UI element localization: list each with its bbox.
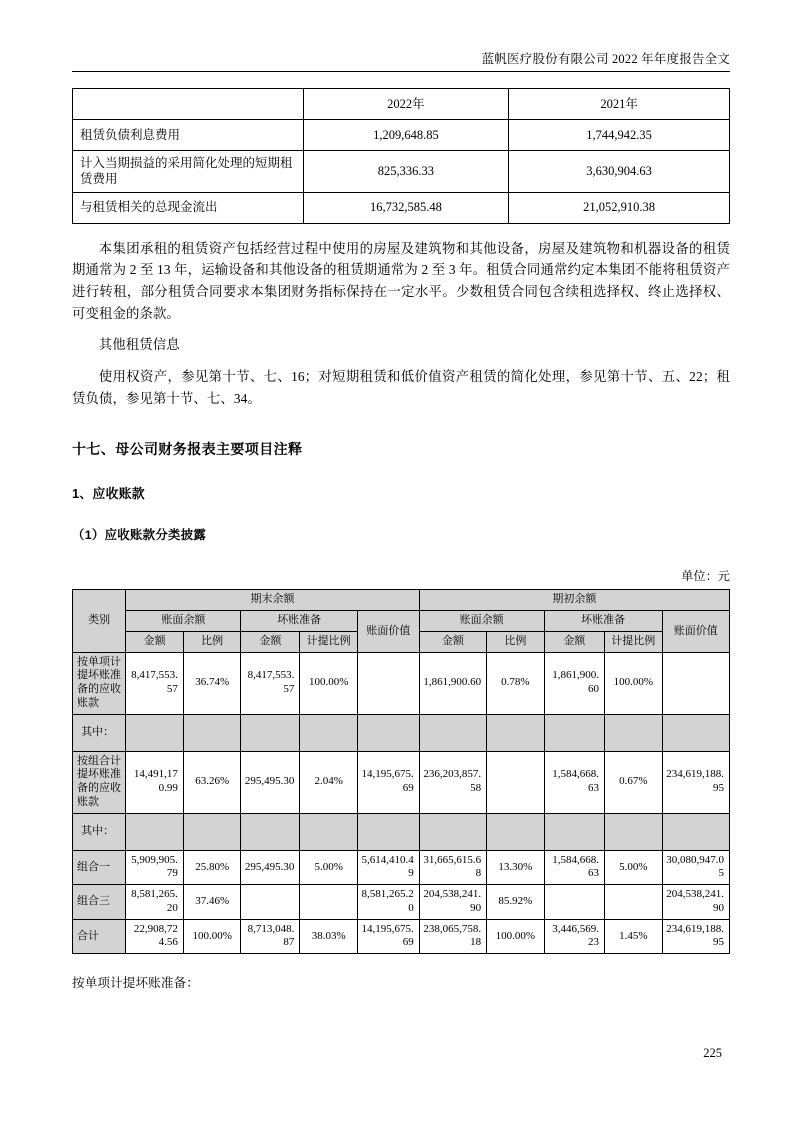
ar-row-begin-bad-ratio bbox=[605, 813, 663, 850]
ar-header-begin-ratio: 比例 bbox=[487, 631, 545, 652]
ar-row-end-book-value: 5,614,410.49 bbox=[357, 850, 419, 885]
table-row bbox=[73, 885, 730, 920]
ar-row-end-bad-amount: 295,495.30 bbox=[241, 850, 300, 885]
lease-row-2022: 825,336.33 bbox=[303, 151, 509, 193]
lease-header-blank bbox=[73, 89, 304, 120]
ar-row-end-bad-ratio: 38.03% bbox=[300, 919, 358, 954]
ar-row-begin-bad-amount bbox=[544, 813, 604, 850]
table-row bbox=[73, 120, 730, 151]
ar-row-end-ratio: 25.80% bbox=[183, 850, 241, 885]
ar-header-end-book-balance: 账面余额 bbox=[126, 611, 241, 632]
ar-row-begin-ratio bbox=[487, 714, 545, 751]
ar-header-end-accrual-ratio: 计提比例 bbox=[300, 631, 358, 652]
lease-table-body bbox=[73, 89, 730, 224]
ar-row-end-bad-ratio bbox=[300, 885, 358, 920]
page-content bbox=[72, 52, 730, 991]
ar-row-begin-ratio: 85.92% bbox=[487, 885, 545, 920]
ar-row-end-bad-ratio: 5.00% bbox=[300, 850, 358, 885]
lease-row-2021: 21,052,910.38 bbox=[509, 192, 730, 223]
ar-row-begin-bad-ratio: 5.00% bbox=[605, 850, 663, 885]
ar-row-begin-amount: 238,065,758.18 bbox=[419, 919, 486, 954]
ar-row-begin-amount bbox=[419, 714, 486, 751]
ar-row-begin-bad-amount: 1,584,668.63 bbox=[544, 751, 604, 813]
ar-row-category: 其中： bbox=[73, 813, 126, 850]
ar-header-begin-accrual-ratio: 计提比例 bbox=[605, 631, 663, 652]
ar-row-begin-ratio bbox=[487, 813, 545, 850]
ar-row-end-bad-amount: 8,713,048.87 bbox=[241, 919, 300, 954]
table-row bbox=[73, 813, 730, 850]
table-row bbox=[73, 919, 730, 954]
subsubsection-heading: （1）应收账款分类披露 bbox=[72, 528, 207, 543]
table-row bbox=[73, 751, 730, 813]
header-divider bbox=[72, 71, 730, 72]
lease-row-label: 与租赁相关的总现金流出 bbox=[73, 192, 304, 223]
ar-row-begin-book-value bbox=[662, 813, 729, 850]
ar-header-end-bad-debt: 坏账准备 bbox=[241, 611, 358, 632]
ar-row-end-bad-ratio: 100.00% bbox=[300, 652, 358, 714]
ar-table-body bbox=[73, 652, 730, 954]
ar-row-end-bad-ratio bbox=[300, 714, 358, 751]
ar-header-begin-amount: 金额 bbox=[419, 631, 486, 652]
ar-row-end-bad-amount: 295,495.30 bbox=[241, 751, 300, 813]
ar-row-category: 按单项计提坏账准备的应收账款 bbox=[73, 652, 126, 714]
table-row bbox=[73, 192, 730, 223]
lease-row-2022: 16,732,585.48 bbox=[303, 192, 509, 223]
ar-row-end-amount: 22,908,724.56 bbox=[126, 919, 184, 954]
ar-row-category: 合计 bbox=[73, 919, 126, 954]
ar-header-period-end: 期末余额 bbox=[126, 590, 419, 611]
ar-row-begin-book-value: 234,619,188.95 bbox=[662, 919, 729, 954]
lease-row-2021: 1,744,942.35 bbox=[509, 120, 730, 151]
ar-row-category: 按组合计提坏账准备的应收账款 bbox=[73, 751, 126, 813]
ar-row-end-bad-amount: 8,417,553.57 bbox=[241, 652, 300, 714]
lease-header-2022: 2022年 bbox=[303, 89, 509, 120]
ar-row-begin-bad-amount: 1,584,668.63 bbox=[544, 850, 604, 885]
lease-row-label: 计入当期损益的采用简化处理的短期租赁费用 bbox=[73, 151, 304, 193]
ar-row-begin-bad-amount bbox=[544, 714, 604, 751]
ar-row-begin-bad-amount: 1,861,900.60 bbox=[544, 652, 604, 714]
ar-row-end-book-value: 14,195,675.69 bbox=[357, 751, 419, 813]
ar-header-row-1 bbox=[73, 590, 730, 611]
ar-row-begin-bad-ratio bbox=[605, 885, 663, 920]
ar-header-category: 类别 bbox=[73, 590, 126, 652]
ar-row-begin-ratio: 0.78% bbox=[487, 652, 545, 714]
ar-row-end-book-value bbox=[357, 652, 419, 714]
lease-row-label: 租赁负债利息费用 bbox=[73, 120, 304, 151]
table-row bbox=[73, 850, 730, 885]
ar-row-end-amount: 14,491,170.99 bbox=[126, 751, 184, 813]
ar-header-period-begin: 期初余额 bbox=[419, 590, 729, 611]
ar-row-begin-book-value: 234,619,188.95 bbox=[662, 751, 729, 813]
ar-header-end-ratio: 比例 bbox=[183, 631, 241, 652]
ar-row-begin-bad-amount: 3,446,569.23 bbox=[544, 919, 604, 954]
ar-row-end-ratio: 63.26% bbox=[183, 751, 241, 813]
ar-row-end-bad-ratio bbox=[300, 813, 358, 850]
ar-row-end-book-value: 8,581,265.20 bbox=[357, 885, 419, 920]
ar-table-head bbox=[73, 590, 730, 652]
ar-row-end-ratio: 100.00% bbox=[183, 919, 241, 954]
page-number: 225 bbox=[703, 1046, 722, 1060]
ar-header-begin-bad-debt: 坏账准备 bbox=[544, 611, 662, 632]
ar-row-end-amount bbox=[126, 813, 184, 850]
ar-row-end-book-value bbox=[357, 714, 419, 751]
ar-row-end-ratio: 37.46% bbox=[183, 885, 241, 920]
ar-header-begin-book-balance: 账面余额 bbox=[419, 611, 544, 632]
ar-row-end-amount: 8,581,265.20 bbox=[126, 885, 184, 920]
unit-note: 单位：元 bbox=[681, 569, 730, 584]
lease-row-2022: 1,209,648.85 bbox=[303, 120, 509, 151]
ar-row-end-bad-amount bbox=[241, 813, 300, 850]
ar-row-begin-amount bbox=[419, 813, 486, 850]
ar-row-end-bad-amount bbox=[241, 714, 300, 751]
ar-row-end-book-value bbox=[357, 813, 419, 850]
ar-row-begin-ratio: 100.00% bbox=[487, 919, 545, 954]
ar-row-begin-amount: 1,861,900.60 bbox=[419, 652, 486, 714]
ar-header-end-book-value: 账面价值 bbox=[357, 611, 419, 653]
section-heading: 十七、母公司财务报表主要项目注释 bbox=[72, 441, 303, 458]
lease-row-2021: 3,630,904.63 bbox=[509, 151, 730, 193]
ar-row-category: 其中： bbox=[73, 714, 126, 751]
ar-header-end-bad-amount: 金额 bbox=[241, 631, 300, 652]
ar-header-begin-bad-amount: 金额 bbox=[544, 631, 604, 652]
subsection-heading: 1、应收账款 bbox=[72, 486, 145, 502]
ar-row-end-ratio: 36.74% bbox=[183, 652, 241, 714]
ar-row-begin-amount: 31,665,615.68 bbox=[419, 850, 486, 885]
ar-row-end-book-value: 14,195,675.69 bbox=[357, 919, 419, 954]
ar-row-end-bad-amount bbox=[241, 885, 300, 920]
ar-header-end-amount: 金额 bbox=[126, 631, 184, 652]
lease-description-paragraph: 本集团承租的租赁资产包括经营过程中使用的房屋及建筑物和其他设备，房屋及建筑物和机器设备的租赁期通常为 2 至 13 年，运输设备和其他设备的租赁期通常为 2 至 3 年。租赁合同通常约定本集团不能将租赁资产进行转租，部分租赁合同要求本集团财务指标保持在一定水平。少数租赁合同包含续租选择权、终止选择权、可变租金的条款。 bbox=[72, 240, 730, 321]
table-row bbox=[73, 714, 730, 751]
table-row bbox=[73, 151, 730, 193]
ar-row-end-amount: 8,417,553.57 bbox=[126, 652, 184, 714]
ar-row-begin-book-value: 204,538,241.90 bbox=[662, 885, 729, 920]
ar-header-row-2 bbox=[73, 611, 730, 632]
other-lease-info-paragraph: 其他租赁信息 bbox=[98, 337, 180, 353]
ar-row-end-ratio bbox=[183, 714, 241, 751]
ar-row-begin-bad-ratio: 0.67% bbox=[605, 751, 663, 813]
table-row bbox=[73, 652, 730, 714]
ar-row-begin-amount: 236,203,857.58 bbox=[419, 751, 486, 813]
ar-row-begin-book-value: 30,080,947.05 bbox=[662, 850, 729, 885]
ar-header-begin-book-value: 账面价值 bbox=[662, 611, 729, 653]
tail-note: 按单项计提坏账准备： bbox=[72, 976, 199, 991]
ar-row-end-amount bbox=[126, 714, 184, 751]
ar-row-end-amount: 5,909,905.79 bbox=[126, 850, 184, 885]
ar-row-begin-book-value bbox=[662, 714, 729, 751]
lease-table-header-row bbox=[73, 89, 730, 120]
ar-row-begin-bad-amount bbox=[544, 885, 604, 920]
ar-row-begin-bad-ratio: 100.00% bbox=[605, 652, 663, 714]
ar-row-category: 组合三 bbox=[73, 885, 126, 920]
lease-summary-table bbox=[72, 88, 730, 224]
ar-row-begin-book-value bbox=[662, 652, 729, 714]
running-header: 蓝帆医疗股份有限公司 2022 年年度报告全文 bbox=[481, 52, 730, 66]
lease-reference-paragraph: 使用权资产，参见第十节、七、16；对短期租赁和低价值资产租赁的简化处理，参见第十节、五、22；租赁负债，参见第十节、七、34。 bbox=[72, 369, 730, 406]
ar-row-begin-bad-ratio bbox=[605, 714, 663, 751]
ar-row-end-ratio bbox=[183, 813, 241, 850]
ar-row-begin-amount: 204,538,241.90 bbox=[419, 885, 486, 920]
ar-row-begin-ratio bbox=[487, 751, 545, 813]
ar-row-end-bad-ratio: 2.04% bbox=[300, 751, 358, 813]
lease-header-2021: 2021年 bbox=[509, 89, 730, 120]
accounts-receivable-table bbox=[72, 589, 730, 954]
ar-row-category: 组合一 bbox=[73, 850, 126, 885]
ar-row-begin-bad-ratio: 1.45% bbox=[605, 919, 663, 954]
ar-row-begin-ratio: 13.30% bbox=[487, 850, 545, 885]
